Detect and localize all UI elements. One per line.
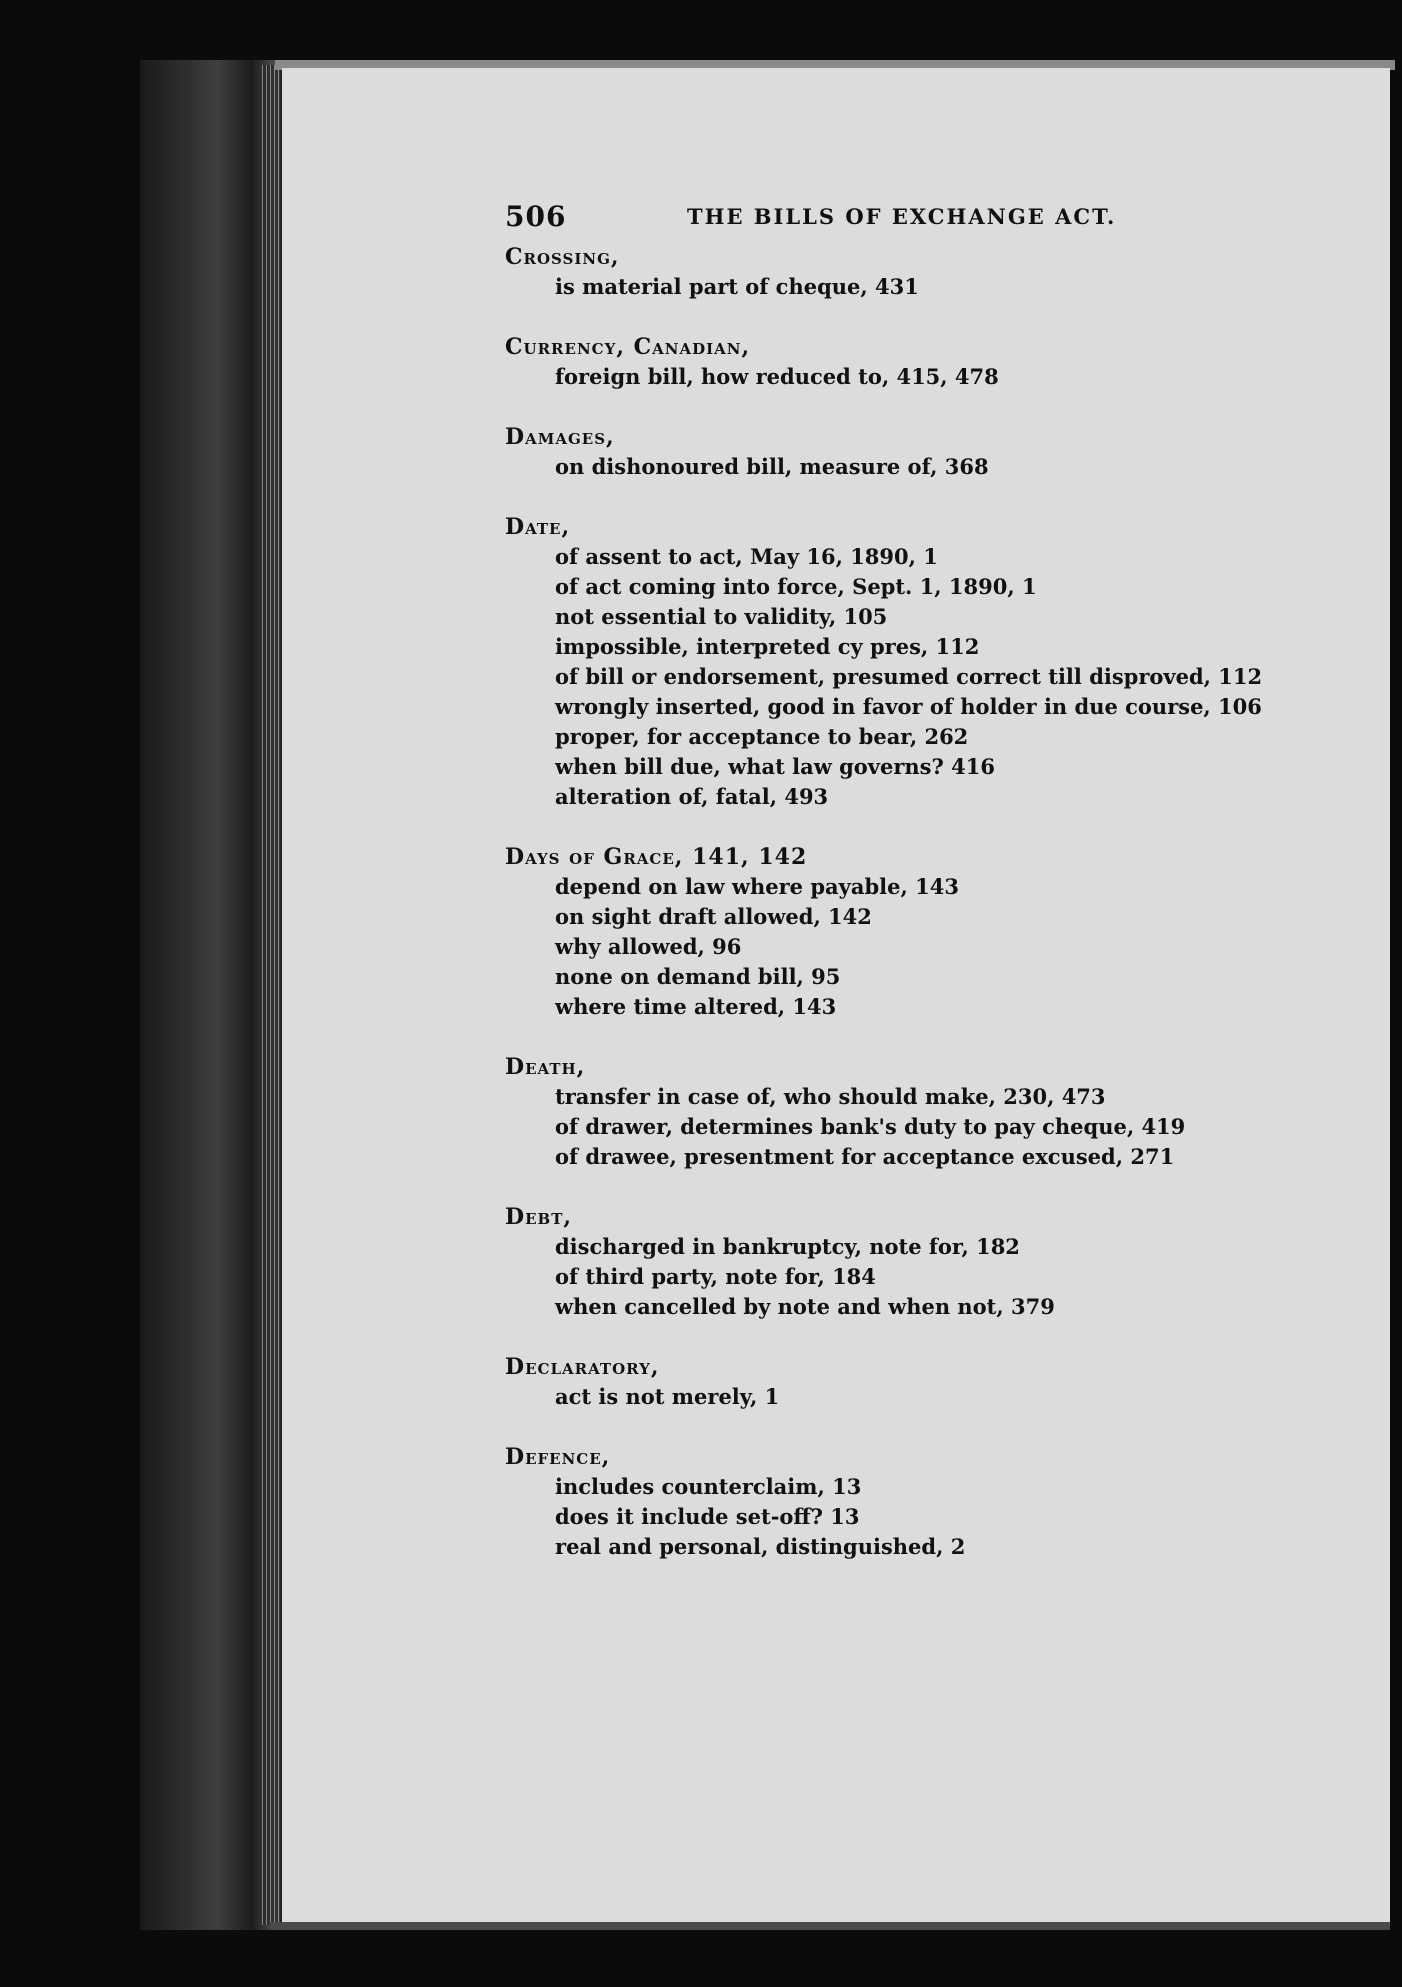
index-subentry: on dishonoured bill, measure of, 368: [555, 454, 989, 479]
index-subentry: does it include set-off? 13: [555, 1504, 860, 1529]
index-subentry: of third party, note for, 184: [555, 1264, 876, 1289]
index-subentry: alteration of, fatal, 493: [555, 784, 829, 809]
index-heading: Damages,: [505, 424, 615, 450]
index-entry: [505, 1052, 1305, 1172]
index-heading: Declaratory,: [505, 1354, 660, 1380]
index-entries: [505, 242, 1305, 1562]
index-subentry: discharged in bankruptcy, note for, 182: [555, 1234, 1020, 1259]
index-heading: Defence,: [505, 1444, 611, 1470]
index-subentry: transfer in case of, who should make, 230, 473: [555, 1084, 1106, 1109]
index-subentry: proper, for acceptance to bear, 262: [555, 724, 969, 749]
index-entry: [505, 842, 1305, 1022]
index-entry: [505, 1442, 1305, 1562]
index-subentry: on sight draft allowed, 142: [555, 904, 872, 929]
index-entry: [505, 1352, 1305, 1412]
index-heading: Date,: [505, 514, 571, 540]
index-subentry: wrongly inserted, good in favor of holder in due course, 106: [555, 694, 1262, 719]
index-entry: [505, 242, 1305, 302]
index-subentry: act is not merely, 1: [555, 1384, 780, 1409]
index-subentry: when cancelled by note and when not, 379: [555, 1294, 1055, 1319]
index-subentry: impossible, interpreted cy pres, 112: [555, 634, 980, 659]
index-subentry: real and personal, distinguished, 2: [555, 1534, 966, 1559]
page-number: 506: [505, 200, 567, 233]
index-page-content: [505, 200, 1305, 1592]
page-stack-edges: [262, 65, 282, 1925]
page-header: [505, 200, 1305, 242]
index-subentry: of drawee, presentment for acceptance excused, 271: [555, 1144, 1175, 1169]
index-subentry: of bill or endorsement, presumed correct till disproved, 112: [555, 664, 1263, 689]
page-bottom-edge: [270, 1922, 1390, 1930]
index-entry: [505, 512, 1305, 812]
index-subentry: where time altered, 143: [555, 994, 837, 1019]
index-heading: Days of Grace, 141, 142: [505, 844, 808, 870]
index-subentry: is material part of cheque, 431: [555, 274, 919, 299]
index-subentry: depend on law where payable, 143: [555, 874, 959, 899]
book-binding: [140, 60, 280, 1930]
index-subentry: not essential to validity, 105: [555, 604, 888, 629]
index-entry: [505, 1202, 1305, 1322]
index-subentry: when bill due, what law governs? 416: [555, 754, 995, 779]
running-title: THE BILLS OF EXCHANGE ACT.: [687, 204, 1117, 229]
index-subentry: includes counterclaim, 13: [555, 1474, 862, 1499]
index-heading: Debt,: [505, 1204, 573, 1230]
index-subentry: none on demand bill, 95: [555, 964, 841, 989]
index-subentry: of drawer, determines bank's duty to pay cheque, 419: [555, 1114, 1186, 1139]
index-subentry: why allowed, 96: [555, 934, 742, 959]
index-entry: [505, 422, 1305, 482]
index-subentry: foreign bill, how reduced to, 415, 478: [555, 364, 999, 389]
index-subentry: of assent to act, May 16, 1890, 1: [555, 544, 938, 569]
index-subentry: of act coming into force, Sept. 1, 1890, 1: [555, 574, 1037, 599]
index-heading: Death,: [505, 1054, 586, 1080]
index-heading: Crossing,: [505, 244, 620, 270]
index-entry: [505, 332, 1305, 392]
index-heading: Currency, Canadian,: [505, 334, 751, 360]
